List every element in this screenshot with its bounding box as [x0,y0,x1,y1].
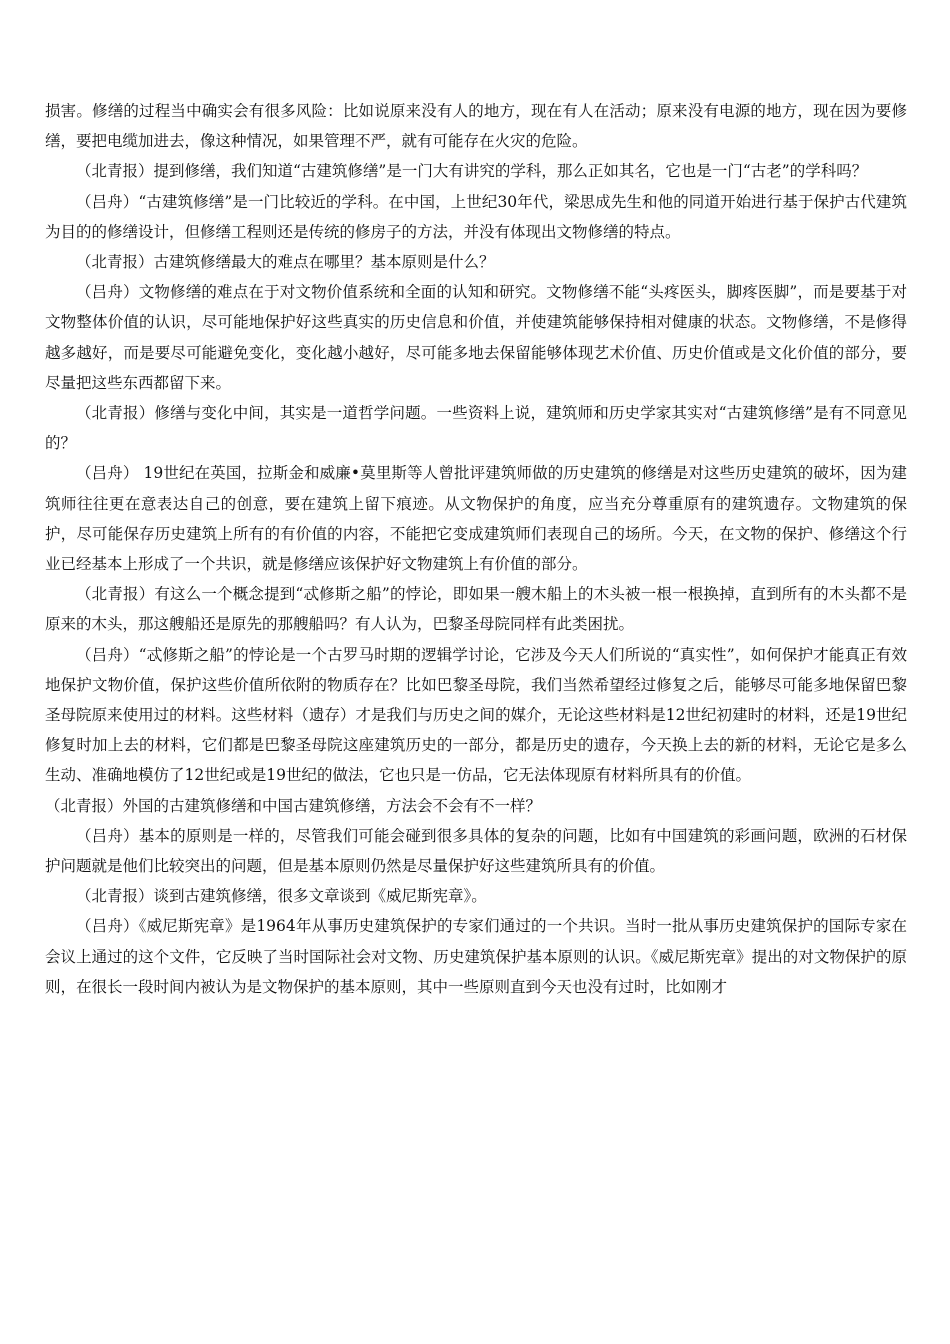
paragraph: （北青报）有这么一个概念提到“忒修斯之船”的悖论，即如果一艘木船上的木头被一根一根换掉，直到所有的木头都不是原来的木头，那这艘船还是原先的那艘船吗？有人认为，巴黎圣母院同样有此类困扰。 [45,585,907,634]
paragraph: （吕舟）基本的原则是一样的，尽管我们可能会碰到很多具体的复杂的问题，比如有中国建筑的彩画问题，欧洲的石材保护问题就是他们比较突出的问题，但是基本原则仍然是尽量保护好这些建筑所具有的价值。 [45,826,907,876]
paragraph: （北青报）外国的古建筑修缮和中国古建筑修缮，方法会不会有不一样？ [45,796,542,815]
paragraph: （吕舟）“古建筑修缮”是一门比较近的学科。在中国，上世纪30年代，梁思成先生和他的同道开始进行基于保护古代建筑为目的的修缮设计，但修缮工程则还是传统的修房子的方法，并没有体现出文物修缮的特点。 [45,192,907,241]
paragraph: （北青报）古建筑修缮最大的难点在哪里？基本原则是什么？ [76,253,495,272]
paragraph: （吕舟）“忒修斯之船”的悖论是一个古罗马时期的逻辑学讨论，它涉及今天人们所说的“真实性”，如何保护才能真正有效地保护文物价值，保护这些价值所依附的物质存在？比如巴黎圣母院，我们当然希望经过修复之后，能够尽可能多地保留巴黎圣母院原来使用过的材料。这些材料（遗存）才是我们与历史之间的媒介，无论这些材料是12世纪初建时的材料，还是19世纪修复时加上去的材料，它们都是巴黎圣母院这座建筑历史的一部分，都是历史的遗存，今天换上去的新的材料，无论它是多么生动、准确地模仿了12世纪或是19世纪的做法，它也只是一仿品，它无法体现原有材料所具有的价值。 [45,645,907,785]
paragraph: （北青报）提到修缮，我们知道“古建筑修缮”是一门大有讲究的学科，那么正如其名，它也是一门“古老”的学科吗？ [76,162,868,181]
paragraph: （北青报）修缮与变化中间，其实是一道哲学问题。一些资料上说，建筑师和历史学家其实对“古建筑修缮”是有不同意见的？ [45,404,907,453]
paragraph: 损害。修缮的过程当中确实会有很多风险：比如说原来没有人的地方，现在有人在活动；原来没有电源的地方，现在因为要修缮，要把电缆加进去，像这种情况，如果管理不严，就有可能存在火灾的危险。 [45,102,907,151]
paragraph: （吕舟）《威尼斯宪章》是1964年从事历史建筑保护的专家们通过的一个共识。当时一批从事历史建筑保护的国际专家在会议上通过的这个文件，它反映了当时国际社会对文物、历史建筑保护基本原则的认识。《威尼斯宪章》提出的对文物保护的原则，在很长一段时间内被认为是文物保护的基本原则，其中一些原则直到今天也没有过时，比如刚才 [45,917,907,996]
paragraph: （吕舟）文物修缮的难点在于对文物价值系统和全面的认知和研究。文物修缮不能“头疼医头，脚疼医脚”，而是要基于对文物整体价值的认识，尽可能地保护好这些真实的历史信息和价值，并使建筑能够保持相对健康的状态。文物修缮，不是修得越多越好，而是要尽可能避免变化，变化越小越好，尽可能多地去保留能够体现艺术价值、历史价值或是文化价值的部分，要尽量把这些东西都留下来。 [45,283,907,392]
paragraph: （吕舟） 19世纪在英国，拉斯金和威廉•莫里斯等人曾批评建筑师做的历史建筑的修缮是对这些历史建筑的破坏，因为建筑师往往更在意表达自己的创意，要在建筑上留下痕迹。从文物保护的角度，应当充分尊重原有的建筑遗存。文物建筑的保护，尽可能保存历史建筑上所有的有价值的内容，不能把它变成建筑师们表现自己的场所。今天，在文物的保护、修缮这个行业已经基本上形成了一个共识，就是修缮应该保护好文物建筑上有价值的部分。 [45,464,907,574]
paragraph: （北青报）谈到古建筑修缮，很多文章谈到《威尼斯宪章》。 [76,887,487,906]
document-body [45,96,907,1002]
